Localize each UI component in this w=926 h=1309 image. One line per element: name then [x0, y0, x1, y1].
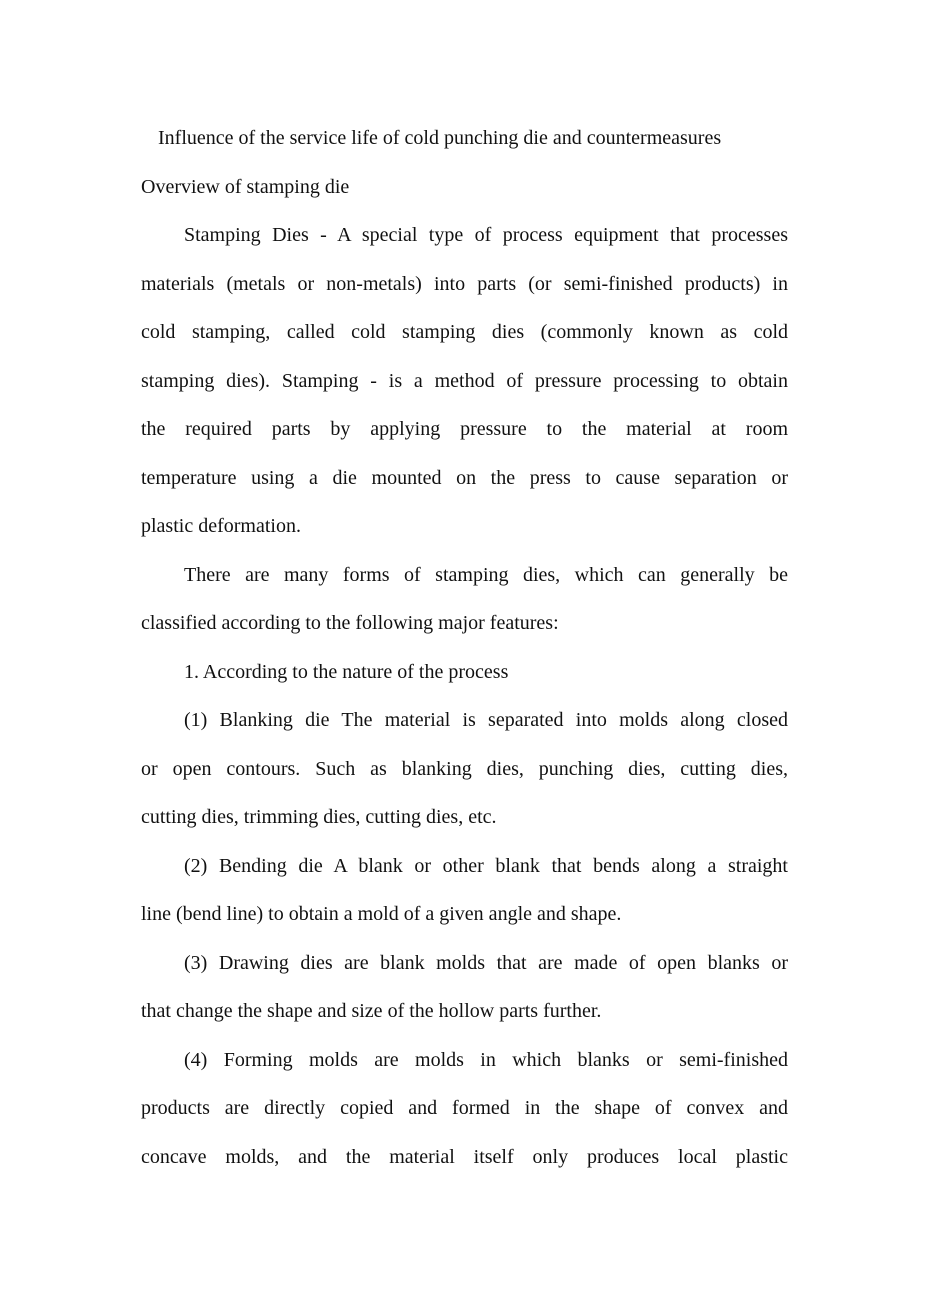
paragraph-line: (2) Bending die A blank or other blank that bends along a straight	[184, 854, 788, 877]
paragraph-line: temperature using a die mounted on the press to cause separation or	[141, 466, 788, 489]
paragraph-line: line (bend line) to obtain a mold of a given angle and shape.	[141, 903, 622, 925]
paragraph-line: (4) Forming molds are molds in which blanks or semi-finished	[184, 1048, 788, 1071]
paragraph	[141, 842, 788, 939]
section-heading: Overview of stamping die	[141, 175, 350, 198]
document-body	[141, 114, 788, 1181]
paragraph-line: concave molds, and the material itself only produces local plastic	[141, 1145, 788, 1168]
paragraph-line: (3) Drawing dies are blank molds that are made of open blanks or	[184, 951, 788, 974]
paragraph-line: cold stamping, called cold stamping dies (commonly known as cold	[141, 321, 788, 343]
document-title: Influence of the service life of cold punching die and countermeasures	[158, 127, 722, 149]
paragraph	[141, 551, 788, 648]
paragraph-line: classified according to the following major features:	[141, 612, 559, 634]
paragraph-line: or open contours. Such as blanking dies, punching dies, cutting dies,	[141, 757, 788, 780]
paragraph-line: (1) Blanking die The material is separated into molds along closed	[184, 709, 788, 731]
paragraph	[141, 1036, 788, 1182]
paragraph-line: cutting dies, trimming dies, cutting dies, etc.	[141, 806, 497, 828]
paragraph-line: Stamping Dies - A special type of process equipment that processes	[184, 224, 788, 246]
paragraph	[141, 648, 788, 697]
paragraph-line: plastic deformation.	[141, 515, 301, 537]
paragraph-line: There are many forms of stamping dies, which can generally be	[184, 563, 788, 586]
paragraph-line: materials (metals or non-metals) into parts (or semi-finished products) in	[141, 272, 788, 295]
paragraph-line: products are directly copied and formed in the shape of convex and	[141, 1097, 788, 1119]
paragraph-line: that change the shape and size of the hollow parts further.	[141, 1000, 602, 1022]
paragraph	[141, 211, 788, 551]
paragraph	[141, 939, 788, 1036]
paragraph	[141, 696, 788, 842]
paragraph-line: stamping dies). Stamping - is a method of pressure processing to obtain	[141, 369, 788, 392]
paragraph-line: the required parts by applying pressure to the material at room	[141, 418, 788, 440]
list-heading: 1. According to the nature of the process	[184, 660, 509, 683]
